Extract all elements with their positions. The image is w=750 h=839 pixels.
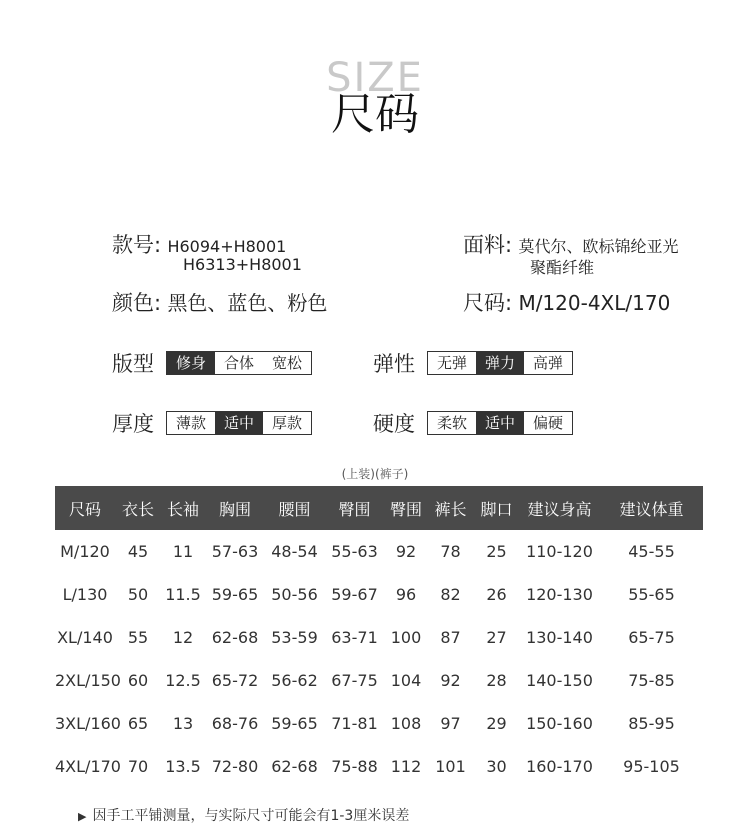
size-table [55, 486, 703, 788]
table-row [55, 659, 703, 702]
elasticity-label: 弹性 [373, 352, 415, 376]
table-cell: 62-68 [211, 628, 259, 647]
table-group-note: (上装)(裤子) [341, 467, 409, 481]
thickness-label: 厚度 [112, 412, 154, 436]
size-info [463, 287, 670, 317]
table-cell: 78 [440, 542, 461, 561]
table-header-cell: 长袖 [161, 486, 205, 530]
table-cell: 70 [127, 757, 149, 776]
thickness-option [112, 408, 312, 438]
table-cell: 72-80 [211, 757, 259, 776]
elasticity-high: 高弹 [533, 354, 564, 372]
table-cell: 56-62 [271, 671, 318, 690]
table-cell: 59-67 [331, 585, 378, 604]
table-cell: 65-75 [628, 628, 675, 647]
table-cell: 100 [390, 628, 422, 647]
table-cell: 120-130 [526, 585, 593, 604]
size-label: 尺码: [463, 291, 513, 315]
table-cell: 53-59 [271, 628, 318, 647]
table-header-cell: 脚口 [474, 486, 519, 530]
table-cell: 87 [440, 628, 461, 647]
table-cell: 96 [395, 585, 417, 604]
table-cell: 65 [127, 714, 149, 733]
table-cell: 68-76 [211, 714, 259, 733]
fabric-label: 面料: [463, 233, 513, 257]
thickness-medium: 适中 [215, 412, 263, 434]
table-header-cell: 臀围 [324, 486, 385, 530]
thickness-thick: 厚款 [272, 414, 303, 432]
table-cell: 59-65 [211, 585, 259, 604]
table-cell: 12.5 [165, 671, 201, 690]
table-cell: 45 [127, 542, 149, 561]
table-header-cell: 裤长 [427, 486, 474, 530]
table-cell: 97 [440, 714, 461, 733]
table-cell: 101 [435, 757, 466, 776]
hardness-selector [427, 411, 573, 435]
table-header-cell: 建议身高 [519, 486, 600, 530]
fabric-value-1: 莫代尔、欧标锦纶亚光 [518, 237, 679, 256]
table-cell: 92 [395, 542, 417, 561]
fit-option [112, 348, 312, 378]
table-cell: 11 [172, 542, 194, 561]
elasticity-stretch: 弹力 [476, 352, 524, 374]
thickness-selector [166, 411, 312, 435]
table-header-cell: 建议体重 [600, 486, 703, 530]
table-cell: 29 [486, 714, 507, 733]
footnote [78, 805, 409, 825]
model-value-2: H6313+H8001 [183, 255, 302, 274]
table-cell: 13.5 [165, 757, 201, 776]
table-cell: 26 [486, 585, 507, 604]
table-header-cell: 臀围 [385, 486, 427, 530]
fabric-value-2: 聚酯纤维 [530, 258, 595, 277]
title-chinese: 尺码 [331, 89, 419, 140]
table-cell: 4XL/170 [55, 757, 121, 776]
table-cell: 75-85 [628, 671, 675, 690]
table-header-cell: 衣长 [115, 486, 161, 530]
elasticity-selector [427, 351, 573, 375]
table-cell: 67-75 [331, 671, 378, 690]
fit-label: 版型 [112, 352, 154, 376]
table-cell: 92 [440, 671, 461, 690]
table-cell: 48-54 [271, 542, 318, 561]
model-value-1: H6094+H8001 [167, 237, 287, 256]
triangle-icon: ▶ [78, 810, 87, 823]
hardness-option [373, 408, 573, 438]
table-cell: 95-105 [623, 757, 680, 776]
elasticity-none: 无弹 [437, 354, 468, 372]
table-cell: 45-55 [628, 542, 675, 561]
table-row [55, 702, 703, 745]
table-cell: 55-65 [628, 585, 675, 604]
title-english: SIZE [326, 55, 424, 101]
table-cell: 3XL/160 [55, 714, 121, 733]
table-cell: 82 [440, 585, 461, 604]
hardness-medium: 适中 [476, 412, 524, 434]
table-cell: 150-160 [526, 714, 593, 733]
footnote-text: 因手工平铺测量，与实际尺寸可能会有1-3厘米误差 [92, 808, 410, 824]
table-cell: 55-63 [331, 542, 378, 561]
table-cell: 75-88 [331, 757, 378, 776]
fit-regular: 合体 [224, 354, 255, 372]
table-cell: 110-120 [526, 542, 593, 561]
elasticity-option [373, 348, 573, 378]
table-cell: 71-81 [331, 714, 378, 733]
hardness-label: 硬度 [373, 412, 415, 436]
thickness-thin: 薄款 [176, 414, 207, 432]
color-value: 黑色、蓝色、粉色 [167, 291, 328, 315]
table-cell: 160-170 [526, 757, 593, 776]
table-row [55, 573, 703, 616]
table-cell: 50-56 [271, 585, 318, 604]
table-header-cell: 腰围 [265, 486, 324, 530]
table-cell: XL/140 [57, 628, 113, 647]
table-cell: 12 [172, 628, 194, 647]
table-header-cell: 尺码 [55, 486, 115, 530]
table-header-row [55, 486, 703, 530]
table-cell: 59-65 [271, 714, 318, 733]
table-cell: 50 [127, 585, 149, 604]
table-cell: 30 [486, 757, 507, 776]
table-cell: 140-150 [526, 671, 593, 690]
table-cell: 25 [486, 542, 507, 561]
fit-loose: 宽松 [272, 354, 303, 372]
table-cell: 13 [172, 714, 194, 733]
table-cell: M/120 [60, 542, 110, 561]
model-label: 款号: [112, 233, 162, 257]
table-row [55, 530, 703, 573]
table-cell: 27 [486, 628, 507, 647]
size-value: M/120-4XL/170 [518, 291, 671, 315]
fit-selector [166, 351, 312, 375]
table-cell: 28 [486, 671, 507, 690]
table-cell: 60 [127, 671, 149, 690]
table-cell: 85-95 [628, 714, 675, 733]
hardness-soft: 柔软 [437, 414, 468, 432]
color-info [112, 287, 327, 317]
table-cell: 112 [390, 757, 422, 776]
table-row [55, 616, 703, 659]
color-label: 颜色: [112, 291, 162, 315]
table-cell: 2XL/150 [55, 671, 121, 690]
table-cell: 108 [390, 714, 422, 733]
table-cell: 104 [390, 671, 422, 690]
table-cell: 63-71 [331, 628, 378, 647]
table-header-cell: 胸围 [205, 486, 265, 530]
table-cell: 130-140 [526, 628, 593, 647]
table-row [55, 745, 703, 788]
fit-slim: 修身 [167, 352, 215, 374]
table-cell: 65-72 [211, 671, 259, 690]
table-cell: 11.5 [165, 585, 201, 604]
table-cell: 57-63 [211, 542, 259, 561]
table-cell: L/130 [62, 585, 108, 604]
table-cell: 55 [127, 628, 149, 647]
table-cell: 62-68 [271, 757, 318, 776]
hardness-stiff: 偏硬 [533, 414, 564, 432]
